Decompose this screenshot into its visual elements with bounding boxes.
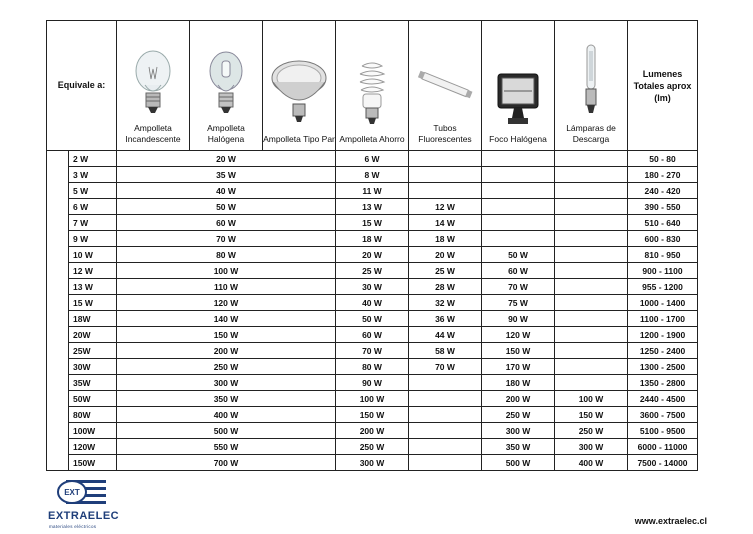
led-watt-cell: 80W: [69, 407, 117, 423]
discharge-cell: [555, 247, 628, 263]
discharge-cell: 100 W: [555, 391, 628, 407]
discharge-cell: [555, 327, 628, 343]
floodlight-cell: 60 W: [482, 263, 555, 279]
table-row: [47, 231, 698, 247]
table-row: [47, 359, 698, 375]
par-bulb-icon: [269, 58, 329, 128]
discharge-cell: 150 W: [555, 407, 628, 423]
discharge-cell: [555, 359, 628, 375]
col-tube-label: Tubos Fluorescentes: [418, 123, 472, 144]
cfl-cell: 200 W: [336, 423, 409, 439]
cfl-cell: 150 W: [336, 407, 409, 423]
cfl-cell: 250 W: [336, 439, 409, 455]
table-row: [47, 455, 698, 471]
lumens-cell: 7500 - 14000: [628, 455, 698, 471]
led-watt-cell: 7 W: [69, 215, 117, 231]
floodlight-cell: [482, 183, 555, 199]
tube-cell: 25 W: [409, 263, 482, 279]
floodlight-cell: 170 W: [482, 359, 555, 375]
cfl-bulb-icon: [352, 58, 392, 128]
led-watt-cell: 50W: [69, 391, 117, 407]
logo-text: EXT: [64, 488, 80, 497]
floodlight-icon: [492, 66, 544, 128]
col-par-label: Ampolleta Tipo Par: [263, 134, 335, 144]
lumens-cell: 6000 - 11000: [628, 439, 698, 455]
floodlight-cell: 350 W: [482, 439, 555, 455]
floodlight-cell: [482, 151, 555, 167]
col-discharge: [555, 21, 628, 151]
tube-cell: 58 W: [409, 343, 482, 359]
lumens-cell: 1250 - 2400: [628, 343, 698, 359]
tube-cell: 36 W: [409, 311, 482, 327]
cfl-cell: 13 W: [336, 199, 409, 215]
table-row: [47, 295, 698, 311]
table-row: [47, 343, 698, 359]
lumens-header: Lumenes Totales aprox (lm): [628, 21, 698, 151]
lumens-cell: 1300 - 2500: [628, 359, 698, 375]
lumens-cell: 240 - 420: [628, 183, 698, 199]
floodlight-cell: 300 W: [482, 423, 555, 439]
led-watt-cell: 150W: [69, 455, 117, 471]
cfl-cell: 11 W: [336, 183, 409, 199]
tube-cell: 18 W: [409, 231, 482, 247]
incandescent-halogen-par-cell: 150 W: [117, 327, 336, 343]
lumens-cell: 1000 - 1400: [628, 295, 698, 311]
cfl-cell: 100 W: [336, 391, 409, 407]
led-watt-cell: 12 W: [69, 263, 117, 279]
incandescent-halogen-par-cell: 550 W: [117, 439, 336, 455]
discharge-cell: [555, 375, 628, 391]
tube-cell: [409, 423, 482, 439]
lumens-cell: 390 - 550: [628, 199, 698, 215]
table-row: [47, 215, 698, 231]
tube-cell: [409, 439, 482, 455]
led-watt-cell: 6 W: [69, 199, 117, 215]
table-row: [47, 311, 698, 327]
discharge-cell: [555, 231, 628, 247]
discharge-cell: [555, 183, 628, 199]
tube-cell: [409, 183, 482, 199]
tube-cell: 28 W: [409, 279, 482, 295]
col-incandescent-label: Ampolleta Incandescente: [125, 123, 181, 144]
led-watt-cell: 2 W: [69, 151, 117, 167]
incandescent-halogen-par-cell: 120 W: [117, 295, 336, 311]
discharge-cell: [555, 167, 628, 183]
header-row: [47, 21, 698, 151]
discharge-cell: [555, 263, 628, 279]
lumens-cell: 1350 - 2800: [628, 375, 698, 391]
incandescent-halogen-par-cell: 250 W: [117, 359, 336, 375]
incandescent-bulb-icon: [133, 47, 173, 117]
col-cfl: [336, 21, 409, 151]
table-row: [47, 375, 698, 391]
cfl-cell: 60 W: [336, 327, 409, 343]
table-row: [47, 247, 698, 263]
col-discharge-label: Lámparas de Descarga: [566, 123, 616, 144]
table-row: [47, 167, 698, 183]
tube-cell: [409, 151, 482, 167]
col-flood-label: Foco Halógena: [489, 134, 547, 144]
lumens-cell: 3600 - 7500: [628, 407, 698, 423]
incandescent-halogen-par-cell: 200 W: [117, 343, 336, 359]
led-watt-cell: 13 W: [69, 279, 117, 295]
floodlight-cell: 200 W: [482, 391, 555, 407]
halogen-bulb-icon: [206, 47, 246, 117]
floodlight-cell: [482, 199, 555, 215]
col-halogen-label: Ampolleta Halógena: [207, 123, 245, 144]
floodlight-cell: 500 W: [482, 455, 555, 471]
equivalence-table: [46, 20, 698, 471]
lumens-cell: 510 - 640: [628, 215, 698, 231]
tube-cell: 44 W: [409, 327, 482, 343]
col-cfl-label: Ampolleta Ahorro: [339, 134, 405, 144]
lumens-cell: 1200 - 1900: [628, 327, 698, 343]
table-row: [47, 199, 698, 215]
floodlight-cell: 120 W: [482, 327, 555, 343]
incandescent-halogen-par-cell: 700 W: [117, 455, 336, 471]
brand-name: EXTRAELEC: [48, 510, 120, 522]
incandescent-halogen-par-cell: 400 W: [117, 407, 336, 423]
discharge-cell: 400 W: [555, 455, 628, 471]
floodlight-cell: 70 W: [482, 279, 555, 295]
incandescent-halogen-par-cell: 110 W: [117, 279, 336, 295]
led-watt-cell: 35W: [69, 375, 117, 391]
tube-cell: 20 W: [409, 247, 482, 263]
table-row: [47, 151, 698, 167]
incandescent-halogen-par-cell: 100 W: [117, 263, 336, 279]
cfl-cell: 6 W: [336, 151, 409, 167]
led-watt-cell: 25W: [69, 343, 117, 359]
led-watt-cell: 100W: [69, 423, 117, 439]
discharge-cell: [555, 295, 628, 311]
cfl-cell: 30 W: [336, 279, 409, 295]
tube-cell: 32 W: [409, 295, 482, 311]
led-watt-cell: 30W: [69, 359, 117, 375]
lumens-cell: 955 - 1200: [628, 279, 698, 295]
floodlight-cell: 75 W: [482, 295, 555, 311]
lumens-cell: 600 - 830: [628, 231, 698, 247]
led-watt-cell: 120W: [69, 439, 117, 455]
incandescent-halogen-par-cell: 300 W: [117, 375, 336, 391]
tube-cell: 12 W: [409, 199, 482, 215]
floodlight-cell: 180 W: [482, 375, 555, 391]
equivale-label: Equivale a:: [47, 21, 117, 151]
discharge-cell: [555, 199, 628, 215]
table-row: [47, 183, 698, 199]
led-watt-cell: 10 W: [69, 247, 117, 263]
cfl-cell: 8 W: [336, 167, 409, 183]
table-row: [47, 327, 698, 343]
led-watt-cell: 3 W: [69, 167, 117, 183]
discharge-cell: 300 W: [555, 439, 628, 455]
col-incandescent: [117, 21, 190, 151]
table-row: [47, 407, 698, 423]
col-tube: [409, 21, 482, 151]
table-row: [47, 423, 698, 439]
incandescent-halogen-par-cell: 60 W: [117, 215, 336, 231]
discharge-cell: [555, 311, 628, 327]
tube-cell: [409, 407, 482, 423]
tube-cell: 70 W: [409, 359, 482, 375]
floodlight-cell: [482, 167, 555, 183]
discharge-cell: [555, 151, 628, 167]
led-watt-cell: 20W: [69, 327, 117, 343]
incandescent-halogen-par-cell: 140 W: [117, 311, 336, 327]
incandescent-halogen-par-cell: 350 W: [117, 391, 336, 407]
cfl-cell: 15 W: [336, 215, 409, 231]
cfl-cell: 70 W: [336, 343, 409, 359]
website-link[interactable]: www.extraelec.cl: [634, 516, 707, 526]
lumens-cell: 1100 - 1700: [628, 311, 698, 327]
discharge-cell: [555, 215, 628, 231]
floodlight-cell: 50 W: [482, 247, 555, 263]
col-flood: [482, 21, 555, 151]
lumens-cell: 180 - 270: [628, 167, 698, 183]
cfl-cell: 50 W: [336, 311, 409, 327]
floodlight-cell: [482, 215, 555, 231]
discharge-cell: 250 W: [555, 423, 628, 439]
table-row: [47, 439, 698, 455]
col-halogen: [190, 21, 263, 151]
cfl-cell: 18 W: [336, 231, 409, 247]
discharge-cell: [555, 279, 628, 295]
tube-cell: [409, 375, 482, 391]
table-row: [47, 279, 698, 295]
cfl-cell: 40 W: [336, 295, 409, 311]
led-watt-cell: 15 W: [69, 295, 117, 311]
lumens-cell: 5100 - 9500: [628, 423, 698, 439]
lumens-cell: 50 - 80: [628, 151, 698, 167]
incandescent-halogen-par-cell: 35 W: [117, 167, 336, 183]
tube-cell: [409, 455, 482, 471]
incandescent-halogen-par-cell: 500 W: [117, 423, 336, 439]
incandescent-halogen-par-cell: 20 W: [117, 151, 336, 167]
discharge-lamp-icon: [576, 43, 606, 117]
floodlight-cell: 150 W: [482, 343, 555, 359]
led-watt-cell: 5 W: [69, 183, 117, 199]
lumens-cell: 2440 - 4500: [628, 391, 698, 407]
discharge-cell: [555, 343, 628, 359]
tube-cell: [409, 167, 482, 183]
floodlight-cell: [482, 231, 555, 247]
floodlight-cell: 250 W: [482, 407, 555, 423]
cfl-cell: 90 W: [336, 375, 409, 391]
led-watt-cell: 9 W: [69, 231, 117, 247]
extraelec-logo: [48, 478, 118, 530]
brand-tagline: materiales eléctricos: [49, 524, 97, 529]
cfl-cell: 25 W: [336, 263, 409, 279]
tube-cell: [409, 391, 482, 407]
table-row: [47, 391, 698, 407]
led-watt-cell: 18W: [69, 311, 117, 327]
tube-cell: 14 W: [409, 215, 482, 231]
incandescent-halogen-par-cell: 70 W: [117, 231, 336, 247]
potencia-led-label: [47, 151, 69, 471]
cfl-cell: 80 W: [336, 359, 409, 375]
incandescent-halogen-par-cell: 80 W: [117, 247, 336, 263]
lumens-cell: 900 - 1100: [628, 263, 698, 279]
floodlight-cell: 90 W: [482, 311, 555, 327]
incandescent-halogen-par-cell: 50 W: [117, 199, 336, 215]
incandescent-halogen-par-cell: 40 W: [117, 183, 336, 199]
table-row: [47, 263, 698, 279]
cfl-cell: 20 W: [336, 247, 409, 263]
cfl-cell: 300 W: [336, 455, 409, 471]
col-par: [263, 21, 336, 151]
fluorescent-tube-icon: [415, 65, 475, 105]
lumens-cell: 810 - 950: [628, 247, 698, 263]
